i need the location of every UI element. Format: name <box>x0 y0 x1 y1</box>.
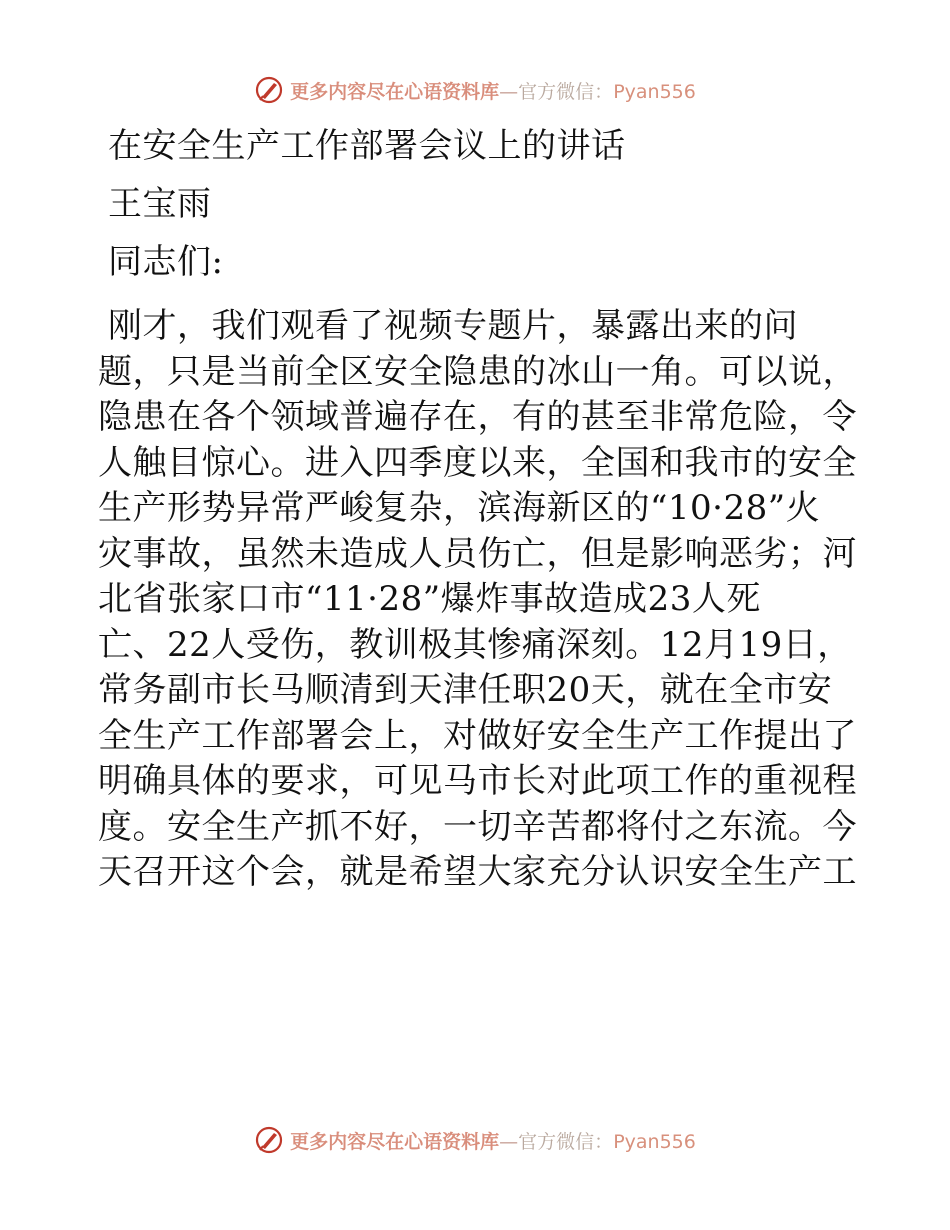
paragraph-line: 天召开这个会，就是希望大家充分认识安全生产工 <box>98 852 857 892</box>
document-author: 王宝雨 <box>108 184 212 224</box>
paragraph-line: 生产形势异常严峻复杂，滨海新区的“10·28”火 <box>98 488 821 528</box>
document-title: 在安全生产工作部署会议上的讲话 <box>108 126 626 166</box>
watermark-text <box>290 77 696 104</box>
watermark-promo: 更多内容尽在心语资料库 <box>290 1130 500 1153</box>
paragraph-line: 亡、22人受伤，教训极其惨痛深刻。12月19日， <box>98 624 852 665</box>
paragraph-line: 灾事故，虽然未造成人员伤亡，但是影响恶劣；河 <box>98 533 857 574</box>
document-paragraph <box>98 304 858 896</box>
quill-pen-icon <box>254 75 284 105</box>
watermark-wechat-id: Pyan556 <box>613 1130 696 1153</box>
paragraph-line: 刚才，我们观看了视频专题片，暴露出来的问 <box>108 306 798 346</box>
paragraph-line: 度。安全生产抓不好，一切辛苦都将付之东流。今 <box>98 806 857 847</box>
paragraph-line: 明确具体的要求，可见马市长对此项工作的重视程 <box>98 761 857 801</box>
document-greeting: 同志们: <box>108 242 224 282</box>
paragraph-line: 全生产工作部署会上，对做好安全生产工作提出了 <box>98 715 857 756</box>
paragraph-line: 题，只是当前全区安全隐患的冰山一角。可以说， <box>98 351 857 392</box>
paragraph-line: 常务副市长马顺清到天津任职20天，就在全市安 <box>98 670 833 710</box>
header-watermark-banner <box>0 72 950 108</box>
watermark-text <box>290 1127 696 1154</box>
watermark-dash: — <box>499 80 519 103</box>
watermark-promo: 更多内容尽在心语资料库 <box>290 80 500 103</box>
watermark-wechat-label: 官方微信： <box>518 80 614 103</box>
document-body <box>98 122 858 896</box>
watermark-wechat-id: Pyan556 <box>613 80 696 103</box>
paragraph-line: 隐患在各个领域普遍存在，有的甚至非常危险，令 <box>98 397 857 437</box>
paragraph-line: 人触目惊心。进入四季度以来，全国和我市的安全 <box>98 442 857 483</box>
paragraph-line: 北省张家口市“11·28”爆炸事故造成23人死 <box>98 579 761 619</box>
footer-watermark-banner <box>0 1122 950 1158</box>
quill-pen-icon <box>254 1125 284 1155</box>
watermark-wechat-label: 官方微信： <box>518 1130 614 1153</box>
watermark-dash: — <box>499 1130 519 1153</box>
